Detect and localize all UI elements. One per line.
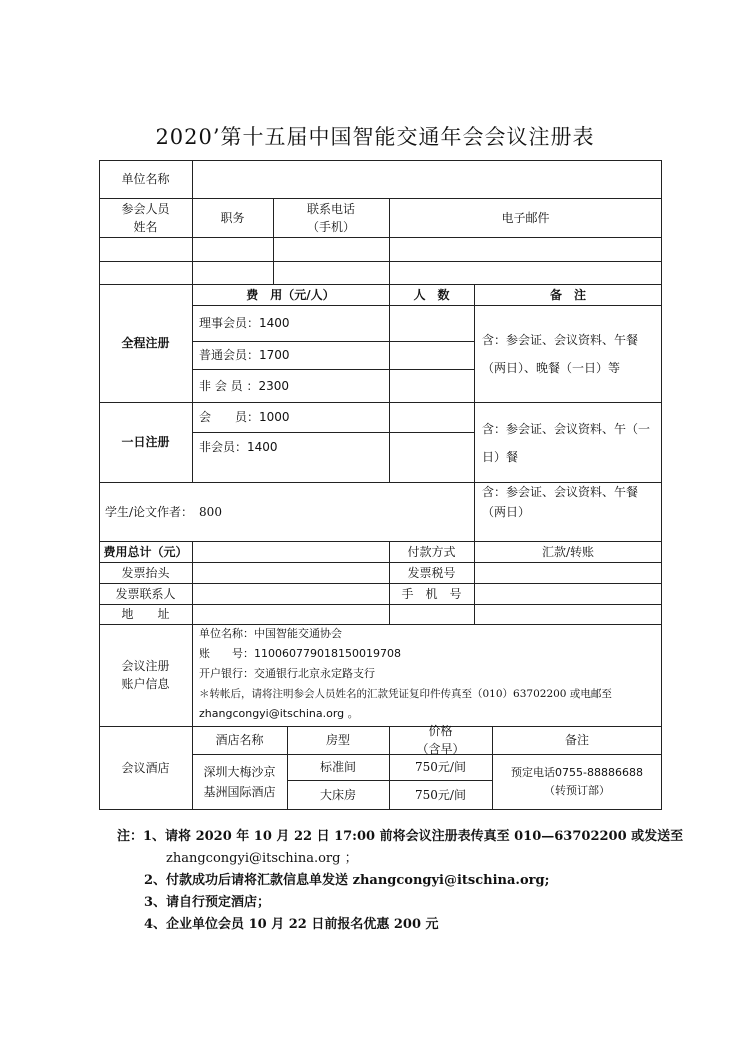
fee-item: 普通会员：1700	[199, 348, 290, 362]
bank-org-name: 单位名称：中国智能交通协会	[199, 627, 342, 640]
note-item: 2、付款成功后请将汇款信息单发送 zhangcongyi@itschina.org;	[144, 873, 550, 888]
org-input[interactable]	[193, 161, 661, 197]
invoice-contact-input[interactable]	[193, 584, 389, 604]
mobile-label: 手 机 号	[401, 586, 462, 601]
price-header: 价格 （含早）	[416, 724, 465, 756]
notes	[117, 826, 717, 936]
attendee-email-input[interactable]	[390, 238, 661, 261]
fee-item: 非会员：1400	[199, 440, 278, 454]
count-input[interactable]	[390, 370, 474, 402]
remark-header: 备 注	[549, 287, 586, 302]
attendee-name-input[interactable]	[100, 262, 192, 284]
attendee-position-input[interactable]	[193, 262, 273, 284]
tax-no-label: 发票税号	[407, 565, 456, 580]
student-remark: 含：参会证、会议资料、午餐（两日）	[482, 485, 639, 519]
position-label: 职务	[220, 210, 245, 225]
address-label: 地 址	[121, 607, 170, 621]
note-item: 4、企业单位会员 10 月 22 日前报名优惠 200 元	[144, 917, 439, 932]
tax-no-input[interactable]	[475, 563, 661, 583]
attendee-name-label: 参会人员 姓名	[121, 201, 170, 234]
attendee-phone-input[interactable]	[274, 238, 389, 261]
full-remark: 含：参会证、会议资料、午餐（两日）、晚餐（一日）等	[482, 333, 639, 375]
count-input[interactable]	[390, 403, 474, 432]
student-fee: 学生/论文作者： 800	[105, 504, 222, 519]
booking-phone: 预定电话0755-88886688 （转预订部）	[511, 766, 643, 797]
note-item: 注：1、请将 2020 年 10 月 22 日 17:00 前将会议注册表传真至 010—63702200 或发送至	[117, 829, 684, 844]
attendee-email-input[interactable]	[390, 262, 661, 284]
fee-item: 理事会员：1400	[199, 316, 290, 330]
room-price: 750元/间	[415, 788, 466, 802]
mobile-input[interactable]	[475, 584, 661, 604]
total-input[interactable]	[193, 542, 389, 562]
full-registration-label: 全程注册	[121, 336, 170, 350]
hotel-label: 会议酒店	[121, 761, 170, 775]
count-input[interactable]	[390, 306, 474, 341]
invoice-title-input[interactable]	[193, 563, 389, 583]
fee-header: 费 用（元/人）	[246, 287, 335, 302]
email-label: 电子邮件	[501, 210, 550, 225]
bank-account-number: 账 号：110060779018150019708	[199, 647, 401, 660]
note-item: zhangcongyi@itschina.org ；	[166, 851, 358, 866]
note-item: 3、请自行预定酒店；	[144, 895, 271, 910]
org-label: 单位名称	[121, 172, 170, 186]
invoice-title-label: 发票抬头	[121, 565, 170, 580]
account-info	[199, 624, 661, 724]
payment-value: 汇款/转账	[541, 544, 595, 559]
hotel-name: 深圳大梅沙京 基洲国际酒店	[203, 765, 276, 799]
hotel-name-header: 酒店名称	[215, 733, 264, 747]
count-input[interactable]	[390, 433, 474, 482]
bank-name: 开户银行：交通银行北京永定路支行	[199, 667, 375, 680]
bank-email: zhangcongyi@itschina.org 。	[199, 707, 359, 720]
room-type-header: 房型	[325, 733, 350, 747]
fee-item: 非 会 员 ：2300	[199, 378, 289, 393]
phone-label: 联系电话 （手机）	[306, 201, 355, 234]
attendee-phone-input[interactable]	[274, 262, 389, 284]
room-type: 大床房	[319, 788, 356, 802]
form-title: 2020’第十五届中国智能交通年会会议注册表	[155, 125, 595, 149]
count-input[interactable]	[390, 342, 474, 369]
invoice-contact-label: 发票联系人	[115, 586, 176, 601]
hotel-remark-header: 备注	[564, 733, 589, 747]
address-input[interactable]	[193, 605, 661, 624]
total-label: 费用总计（元）	[103, 544, 188, 559]
registration-form	[99, 160, 662, 810]
attendee-position-input[interactable]	[193, 238, 273, 261]
attendee-name-input[interactable]	[100, 238, 192, 261]
payment-label: 付款方式	[407, 544, 456, 559]
room-price: 750元/间	[415, 760, 466, 774]
account-label: 会议注册 账户信息	[121, 659, 170, 691]
bank-transfer-note: ＊转帐后，请将注明参会人员姓名的汇款凭证复印件传真至（010）63702200 或电邮至	[199, 688, 612, 700]
count-header: 人 数	[413, 287, 450, 302]
room-type: 标准间	[319, 760, 356, 774]
oneday-remark: 含：参会证、会议资料、午（一日）餐	[482, 421, 651, 464]
fee-item: 会 员：1000	[199, 410, 290, 424]
oneday-registration-label: 一日注册	[121, 435, 170, 449]
